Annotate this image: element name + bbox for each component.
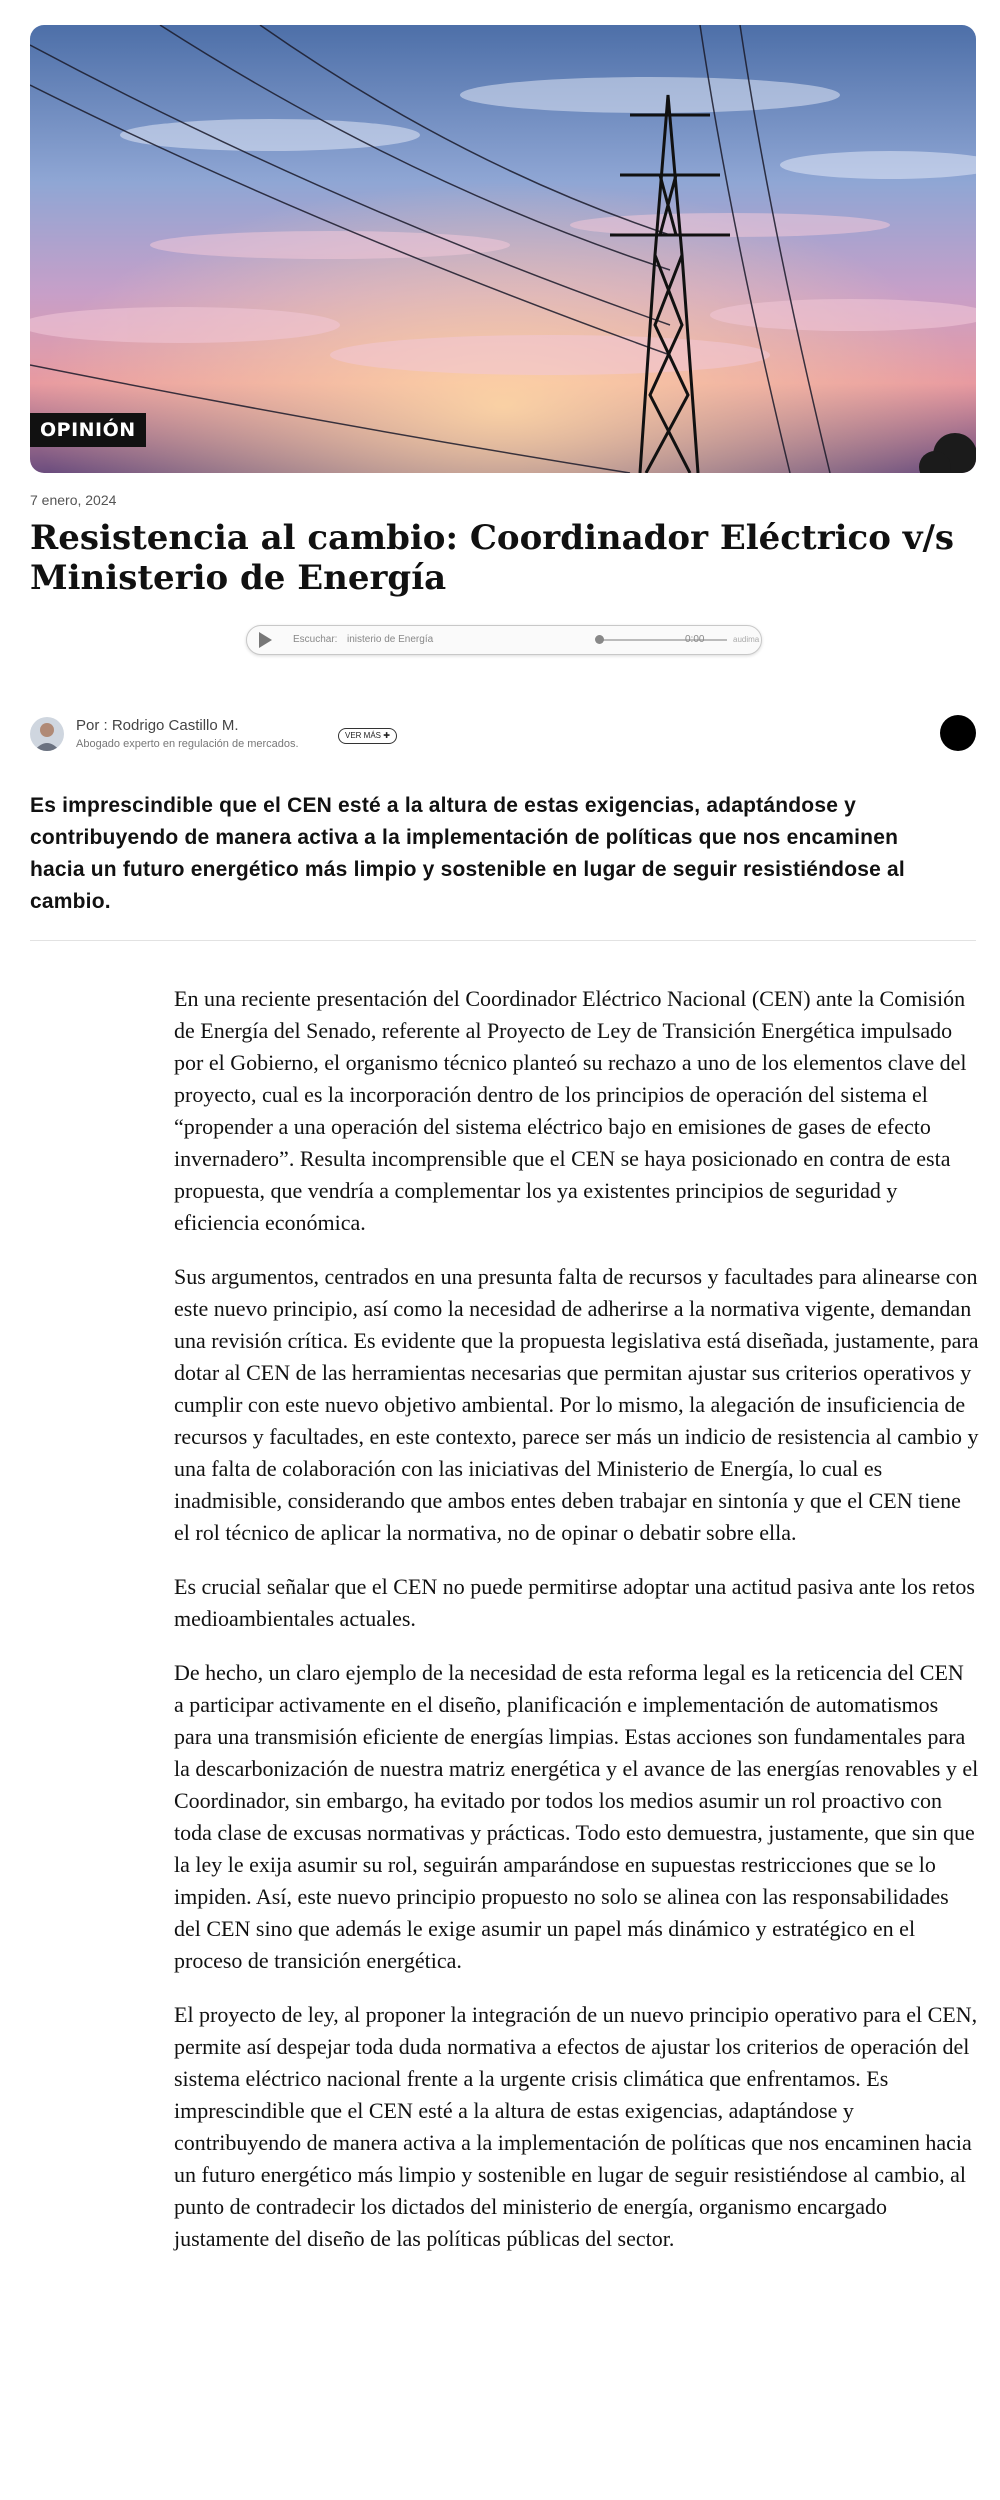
category-badge[interactable]: OPINIÓN [30,413,146,447]
article-lead: Es imprescindible que el CEN esté a la altura de estas exigencias, adaptándose y contribuyendo de manera activa a la implementación de políticas que nos encaminen hacia un futuro energético más limpio y sostenible en lugar de seguir resistiéndose al cambio. [30,794,905,913]
see-more-button[interactable]: VER MÁS ✚ [338,728,397,744]
paragraph: En una reciente presentación del Coordinador Eléctrico Nacional (CEN) ante la Comisión de Energía del Senado, referente al Proyecto de Ley de Transición Energética impulsado por el Gobierno, el organismo técnico planteó su rechazo a uno de los elementos clave del proyecto, cual es la incorporación dentro de los principios de operación del sistema el “propender a una operación del sistema eléctrico bajo en emisiones de gases de efecto invernadero”. Resulta incomprensible que el CEN se haya posicionado en contra de esta propuesta, que vendría a complementar los ya existentes principios de seguridad y eficiencia económica. [174,986,967,1235]
player-brand[interactable]: audima [733,635,760,644]
power-tower-sunset-image [30,25,976,473]
divider [30,940,976,941]
author-name[interactable]: Por : Rodrigo Castillo M. [76,717,239,734]
author-avatar[interactable] [30,717,64,751]
article-title: Resistencia al cambio: Coordinador Eléctrico v/s Ministerio de Energía [30,518,955,598]
play-icon[interactable] [259,632,272,648]
paragraph: Es crucial señalar que el CEN no puede permitirse adoptar una actitud pasiva ante los retos medioambientales actuales. [174,1574,975,1631]
playback-time: 0:00 [685,634,705,645]
article-body [174,983,979,2277]
author-role: Abogado experto en regulación de mercados. [76,738,299,750]
paragraph: De hecho, un claro ejemplo de la necesidad de esta reforma legal es la reticencia del CEN a participar activamente en el diseño, planificación e implementación de automatismos para una transmisión eficiente de energías limpias. Estas acciones son fundamentales para la descarbonización de nuestra matriz energética y el avance de las energías renovables y el Coordinador, sin embargo, ha evitado por todos los medios asumir un rol proactivo con toda clase de excusas normativas y prácticas. Todo esto demuestra, justamente, que sin que la ley le exija asumir su rol, seguirán amparándose en supuestas restricciones que se lo impiden. Así, este nuevo principio propuesto no solo se alinea con las responsabilidades del CEN sino que además le exige asumir un papel más dinámico y estratégico en el proceso de transición energética. [174,1660,979,1973]
share-button[interactable] [940,715,976,751]
publish-date: 7 enero, 2024 [30,492,117,508]
progress-track[interactable] [599,639,727,641]
paragraph: El proyecto de ley, al proponer la integración de un nuevo principio operativo para el CEN, permite así despejar toda duda normativa a efectos de ajustar los criterios de operación del sistema eléctrico nacional frente a la urgente crisis climática que enfrentamos. Es imprescindible que el CEN esté a la altura de estas exigencias, adaptándose y contribuyendo de manera activa a la implementación de políticas que nos encaminen hacia un futuro energético más limpio y sostenible en lugar de seguir resistiéndose al cambio, al punto de contradecir los dictados del ministerio de energía, organismo encargado justamente del diseño de las políticas públicas del sector. [174,2002,978,2251]
listen-label: Escuchar: [293,634,338,645]
audio-player[interactable] [246,625,762,655]
track-title: inisterio de Energía [347,634,434,645]
paragraph: Sus argumentos, centrados en una presunta falta de recursos y facultades para alinearse con este nuevo principio, así como la necesidad de adherirse a la normativa vigente, demandan una revisión crítica. Es evidente que la propuesta legislativa está diseñada, justamente, para dotar al CEN de las herramientas necesarias que permitan ajustar sus criterios operativos y cumplir con este nuevo objetivo ambiental. Por lo mismo, la alegación de insuficiencia de recursos y facultades, en este contexto, parece ser más un indicio de resistencia al cambio y una falta de colaboración con las iniciativas del Ministerio de Energía, lo cual es inadmisible, considerando que ambos entes deben trabajar en sintonía y que el CEN tiene el rol técnico de aplicar la normativa, no de opinar o debatir sobre ella. [174,1264,979,1545]
progress-knob[interactable] [595,635,604,644]
hero-image [30,25,976,473]
